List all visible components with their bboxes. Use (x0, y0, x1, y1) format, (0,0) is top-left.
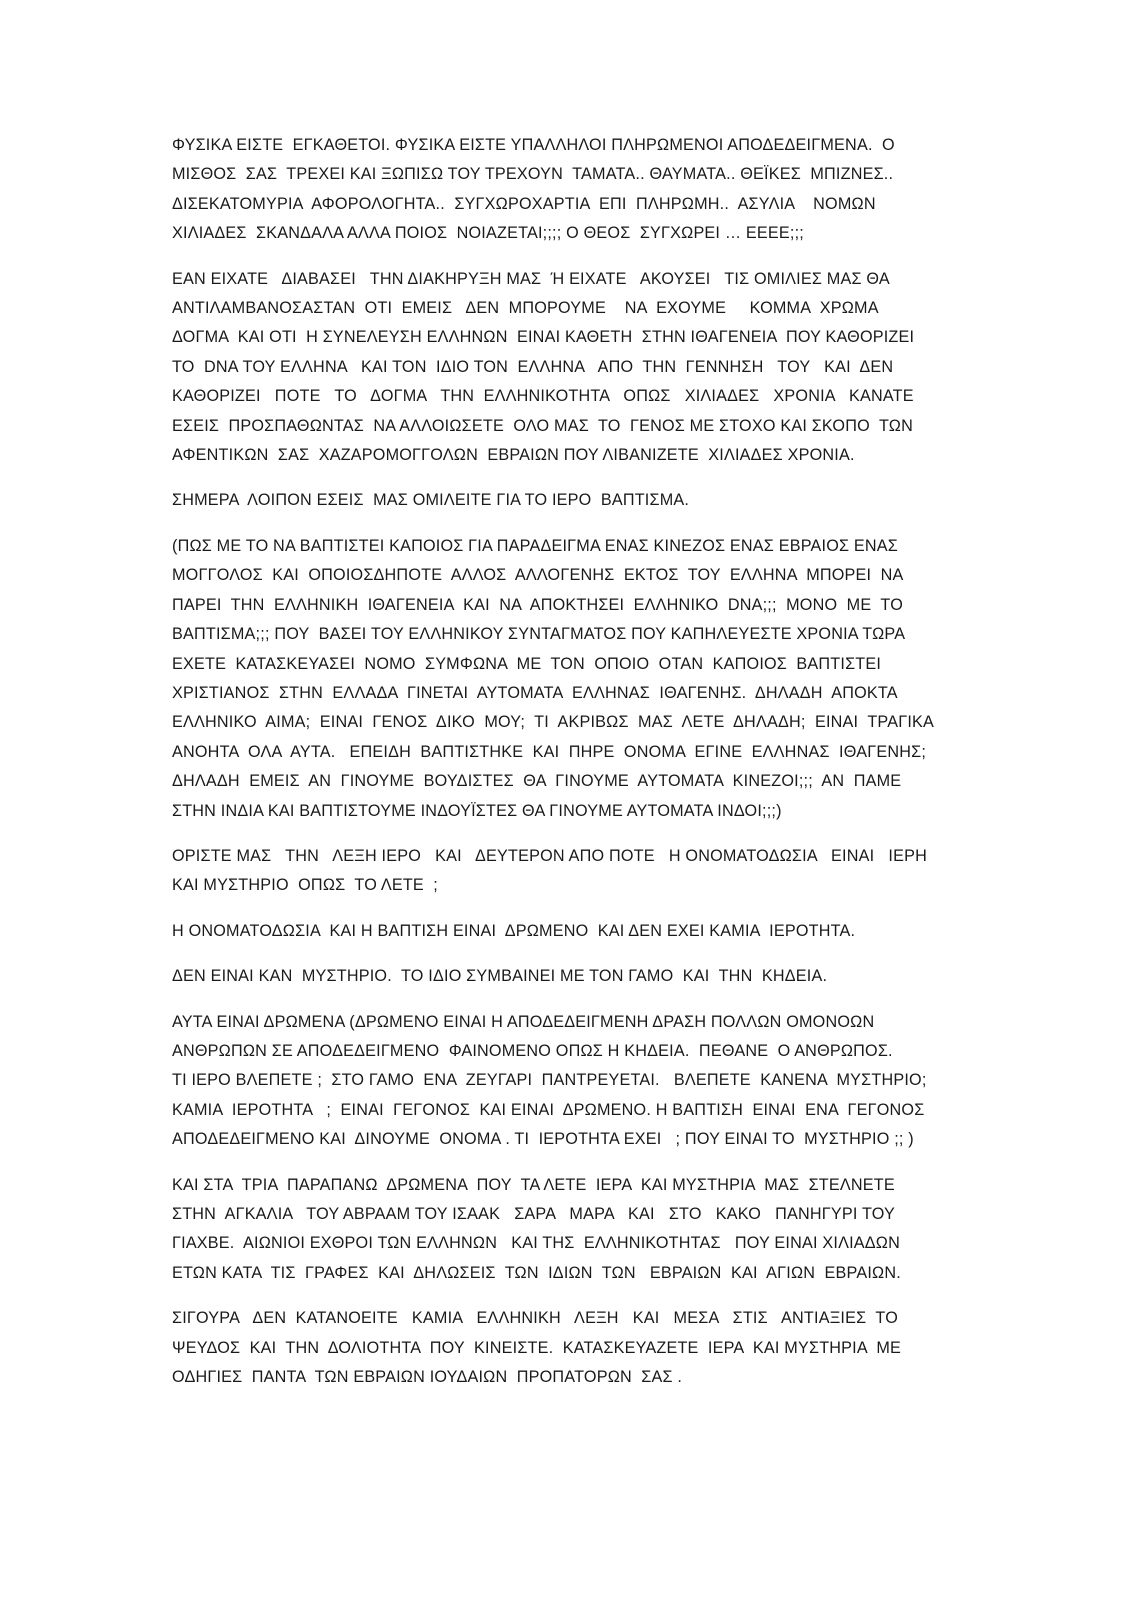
text-line: ΣΤΗΝ ΑΓΚΑΛΙΑ ΤΟΥ ΑΒΡΑΑΜ ΤΟΥ ΙΣΑΑΚ ΣΑΡΑ ΜΑΡΑ ΚΑΙ ΣΤΟ ΚΑΚΟ ΠΑΝΗΓΥΡΙ ΤΟΥ (172, 1205, 896, 1223)
text-line: ΤΙ ΙΕΡΟ ΒΛΕΠΕΤΕ ; ΣΤΟ ΓΑΜΟ ΕΝΑ ΖΕΥΓΑΡΙ ΠΑΝΤΡΕΥΕΤΑΙ. ΒΛΕΠΕΤΕ ΚΑΝΕΝΑ ΜΥΣΤΗΡΙΟ; (172, 1071, 927, 1090)
text-line: (ΠΩΣ ΜΕ ΤΟ ΝΑ ΒΑΠΤΙΣΤΕΙ ΚΑΠΟΙΟΣ ΓΙΑ ΠΑΡΑΔΕΙΓΜΑ ΕΝΑΣ ΚΙΝΕΖΟΣ ΕΝΑΣ ΕΒΡΑΙΟΣ ΕΝΑΣ (172, 536, 898, 555)
text-line: ΜΙΣΘΟΣ ΣΑΣ ΤΡΕΧΕΙ ΚΑΙ ΞΩΠΙΣΩ ΤΟΥ ΤΡΕΧΟΥΝ ΤΑΜΑΤΑ.. ΘΑΥΜΑΤΑ.. ΘΕΪΚΕΣ ΜΠΙΖΝΕΣ.. (172, 165, 894, 184)
text-line: ΑΝΤΙΛΑΜΒΑΝΟΣΑΣΤΑΝ ΟΤΙ ΕΜΕΙΣ ΔΕΝ ΜΠΟΡΟΥΜΕ ΝΑ ΕΧΟΥΜΕ ΚΟΜΜΑ ΧΡΩΜΑ (172, 299, 879, 318)
paragraph-7 (172, 962, 962, 991)
text-line: ΑΥΤΑ ΕΙΝΑΙ ΔΡΩΜΕΝΑ (ΔΡΩΜΕΝΟ ΕΙΝΑΙ Η ΑΠΟΔΕΔΕΙΓΜΕΝΗ ΔΡΑΣΗ ΠΟΛΛΩΝ ΟΜΟΝΟΩΝ (172, 1012, 875, 1031)
text-line: ΕΧΕΤΕ ΚΑΤΑΣΚΕΥΑΣΕΙ ΝΟΜΟ ΣΥΜΦΩΝΑ ΜΕ ΤΟΝ ΟΠΟΙΟ ΟΤΑΝ ΚΑΠΟΙΟΣ ΒΑΠΤΙΣΤΕΙ (172, 654, 882, 673)
text-line: ΟΔΗΓΙΕΣ ΠΑΝΤΑ ΤΩΝ ΕΒΡΑΙΩΝ ΙΟΥΔΑΙΩΝ ΠΡΟΠΑΤΟΡΩΝ ΣΑΣ . (172, 1368, 683, 1387)
text-line: Η ΟΝΟΜΑΤΟΔΩΣΙΑ ΚΑΙ Η ΒΑΠΤΙΣΗ ΕΙΝΑΙ ΔΡΩΜΕΝΟ ΚΑΙ ΔΕΝ ΕΧΕΙ ΚΑΜΙΑ ΙΕΡΟΤΗΤΑ. (172, 921, 856, 940)
text-line: ΕΛΛΗΝΙΚΟ ΑΙΜΑ; ΕΙΝΑΙ ΓΕΝΟΣ ΔΙΚΟ ΜΟΥ; ΤΙ ΑΚΡΙΒΩΣ ΜΑΣ ΛΕΤΕ ΔΗΛΑΔΗ; ΕΙΝΑΙ ΤΡΑΓΙΚΑ (172, 713, 935, 732)
text-line: ΨΕΥΔΟΣ ΚΑΙ ΤΗΝ ΔΟΛΙΟΤΗΤΑ ΠΟΥ ΚΙΝΕΙΣΤΕ. ΚΑΤΑΣΚΕΥΑΖΕΤΕ ΙΕΡΑ ΚΑΙ ΜΥΣΤΗΡΙΑ ΜΕ (172, 1338, 902, 1357)
text-line: ΧΙΛΙΑΔΕΣ ΣΚΑΝΔΑΛΑ ΑΛΛΑ ΠΟΙΟΣ ΝΟΙΑΖΕΤΑΙ;;;; Ο ΘΕΟΣ ΣΥΓΧΩΡΕΙ … ΕΕΕΕ;;; (172, 224, 804, 243)
paragraph-10 (172, 1304, 962, 1392)
paragraph-1 (172, 131, 962, 249)
paragraph-4 (172, 532, 962, 826)
paragraph-5 (172, 842, 962, 901)
text-line: ΑΝΟΗΤΑ ΟΛΑ ΑΥΤΑ. ΕΠΕΙΔΗ ΒΑΠΤΙΣΤΗΚΕ ΚΑΙ ΠΗΡΕ ΟΝΟΜΑ ΕΓΙΝΕ ΕΛΛΗΝΑΣ ΙΘΑΓΕΝΗΣ; (172, 742, 927, 761)
text-line: ΟΡΙΣΤΕ ΜΑΣ ΤΗΝ ΛΕΞΗ ΙΕΡΟ ΚΑΙ ΔΕΥΤΕΡΟΝ ΑΠΟ ΠΟΤΕ Η ΟΝΟΜΑΤΟΔΩΣΙΑ ΕΙΝΑΙ ΙΕΡΗ (172, 846, 927, 865)
text-line: ΜΟΓΓΟΛΟΣ ΚΑΙ ΟΠΟΙΟΣΔΗΠΟΤΕ ΑΛΛΟΣ ΑΛΛΟΓΕΝΗΣ ΕΚΤΟΣ ΤΟΥ ΕΛΛΗΝΑ ΜΠΟΡΕΙ ΝΑ (172, 566, 904, 585)
text-line: ΚΑΜΙΑ ΙΕΡΟΤΗΤΑ ; ΕΙΝΑΙ ΓΕΓΟΝΟΣ ΚΑΙ ΕΙΝΑΙ ΔΡΩΜΕΝΟ. Η ΒΑΠΤΙΣΗ ΕΙΝΑΙ ΕΝΑ ΓΕΓΟΝΟΣ (172, 1100, 925, 1119)
text-line: ΕΤΩΝ ΚΑΤΑ ΤΙΣ ΓΡΑΦΕΣ ΚΑΙ ΔΗΛΩΣΕΙΣ ΤΩΝ ΙΔΙΩΝ ΤΩΝ ΕΒΡΑΙΩΝ ΚΑΙ ΑΓΙΩΝ ΕΒΡΑΙΩΝ. (172, 1263, 901, 1282)
text-line: ΣΗΜΕΡΑ ΛΟΙΠΟΝ ΕΣΕΙΣ ΜΑΣ ΟΜΙΛΕΙΤΕ ΓΙΑ ΤΟ ΙΕΡΟ ΒΑΠΤΙΣΜΑ. (172, 491, 690, 510)
text-line: ΑΦΕΝΤΙΚΩΝ ΣΑΣ ΧΑΖΑΡΟΜΟΓΓΟΛΩΝ ΕΒΡΑΙΩΝ ΠΟΥ ΛΙΒΑΝΙΖΕΤΕ ΧΙΛΙΑΔΕΣ ΧΡΟΝΙΑ. (172, 446, 855, 465)
text-line: ΣΙΓΟΥΡΑ ΔΕΝ ΚΑΤΑΝΟΕΙΤΕ ΚΑΜΙΑ ΕΛΛΗΝΙΚΗ ΛΕΞΗ ΚΑΙ ΜΕΣΑ ΣΤΙΣ ΑΝΤΙΑΞΙΕΣ ΤΟ (172, 1309, 899, 1328)
paragraph-6 (172, 917, 962, 946)
paragraph-3 (172, 486, 962, 515)
text-line: ΔΙΣΕΚΑΤΟΜΥΡΙΑ ΑΦΟΡΟΛΟΓΗΤΑ.. ΣΥΓΧΩΡΟΧΑΡΤΙΑ ΕΠΙ ΠΛΗΡΩΜΗ.. ΑΣΥΛΙΑ ΝΟΜΩΝ (172, 194, 876, 213)
text-line: ΕΑΝ ΕΙΧΑΤΕ ΔΙΑΒΑΣΕΙ ΤΗΝ ΔΙΑΚΗΡΥΞΗ ΜΑΣ Ή ΕΙΧΑΤΕ ΑΚΟΥΣΕΙ ΤΙΣ ΟΜΙΛΙΕΣ ΜΑΣ ΘΑ (172, 269, 890, 288)
text-line: ΑΝΘΡΩΠΩΝ ΣΕ ΑΠΟΔΕΔΕΙΓΜΕΝΟ ΦΑΙΝΟΜΕΝΟ ΟΠΩΣ Η ΚΗΔΕΙΑ. ΠΕΘΑΝΕ Ο ΑΝΘΡΩΠΟΣ. (172, 1041, 893, 1060)
text-line: ΚΑΙ ΣΤΑ ΤΡΙΑ ΠΑΡΑΠΑΝΩ ΔΡΩΜΕΝΑ ΠΟΥ ΤΑ ΛΕΤΕ ΙΕΡΑ ΚΑΙ ΜΥΣΤΗΡΙΑ ΜΑΣ ΣΤΕΛΝΕΤΕ (172, 1175, 895, 1194)
text-line: ΔΗΛΑΔΗ ΕΜΕΙΣ ΑΝ ΓΙΝΟΥΜΕ ΒΟΥΔΙΣΤΕΣ ΘΑ ΓΙΝΟΥΜΕ ΑΥΤΟΜΑΤΑ ΚΙΝΕΖΟΙ;;; ΑΝ ΠΑΜΕ (172, 772, 902, 791)
text-line: ΕΣΕΙΣ ΠΡΟΣΠΑΘΩΝΤΑΣ ΝΑ ΑΛΛΟΙΩΣΕΤΕ ΟΛΟ ΜΑΣ ΤΟ ΓΕΝΟΣ ΜΕ ΣΤΟΧΟ ΚΑΙ ΣΚΟΠΟ ΤΩΝ (172, 416, 913, 435)
text-line: ΦΥΣΙΚΑ ΕΙΣΤΕ ΕΓΚΑΘΕΤΟΙ. ΦΥΣΙΚΑ ΕΙΣΤΕ ΥΠΑΛΛΗΛΟΙ ΠΛΗΡΩΜΕΝΟΙ ΑΠΟΔΕΔΕΙΓΜΕΝΑ. Ο (172, 136, 895, 154)
text-line: ΔΟΓΜΑ ΚΑΙ ΟΤΙ Η ΣΥΝΕΛΕΥΣΗ ΕΛΛΗΝΩΝ ΕΙΝΑΙ ΚΑΘΕΤΗ ΣΤΗΝ ΙΘΑΓΕΝΕΙΑ ΠΟΥ ΚΑΘΟΡΙΖΕΙ (172, 328, 915, 347)
document-body (172, 131, 962, 1392)
text-line: ΚΑΘΟΡΙΖΕΙ ΠΟΤΕ ΤΟ ΔΟΓΜΑ ΤΗΝ ΕΛΛΗΝΙΚΟΤΗΤΑ ΟΠΩΣ ΧΙΛΙΑΔΕΣ ΧΡΟΝΙΑ ΚΑΝΑΤΕ (172, 387, 914, 406)
text-line: ΣΤΗΝ ΙΝΔΙΑ ΚΑΙ ΒΑΠΤΙΣΤΟΥΜΕ ΙΝΔΟΥΪΣΤΕΣ ΘΑ ΓΙΝΟΥΜΕ ΑΥΤΟΜΑΤΑ ΙΝΔΟΙ;;;) (172, 801, 782, 820)
text-line: ΒΑΠΤΙΣΜΑ;;; ΠΟΥ ΒΑΣΕΙ ΤΟΥ ΕΛΛΗΝΙΚΟΥ ΣΥΝΤΑΓΜΑΤΟΣ ΠΟΥ ΚΑΠΗΛΕΥΕΣΤΕ ΧΡΟΝΙΑ ΤΩΡΑ (172, 625, 906, 644)
paragraph-8 (172, 1008, 962, 1155)
text-line: ΔΕΝ ΕΙΝΑΙ ΚΑΝ ΜΥΣΤΗΡΙΟ. ΤΟ ΙΔΙΟ ΣΥΜΒΑΙΝΕΙ ΜΕ ΤΟΝ ΓΑΜΟ ΚΑΙ ΤΗΝ ΚΗΔΕΙΑ. (172, 967, 828, 986)
text-line: ΧΡΙΣΤΙΑΝΟΣ ΣΤΗΝ ΕΛΛΑΔΑ ΓΙΝΕΤΑΙ ΑΥΤΟΜΑΤΑ ΕΛΛΗΝΑΣ ΙΘΑΓΕΝΗΣ. ΔΗΛΑΔΗ ΑΠΟΚΤΑ (172, 683, 898, 702)
text-line: ΓΙΑΧΒΕ. ΑΙΩΝΙΟΙ ΕΧΘΡΟΙ ΤΩΝ ΕΛΛΗΝΩΝ ΚΑΙ ΤΗΣ ΕΛΛΗΝΙΚΟΤΗΤΑΣ ΠΟΥ ΕΙΝΑΙ ΧΙΛΙΑΔΩΝ (172, 1234, 900, 1253)
paragraph-9 (172, 1171, 962, 1289)
text-line: ΑΠΟΔΕΔΕΙΓΜΕΝΟ ΚΑΙ ΔΙΝΟΥΜΕ ΟΝΟΜΑ . ΤΙ ΙΕΡΟΤΗΤΑ ΕΧΕΙ ; ΠΟΥ ΕΙΝΑΙ ΤΟ ΜΥΣΤΗΡΙΟ ;; ) (172, 1130, 914, 1149)
text-line: ΠΑΡΕΙ ΤΗΝ ΕΛΛΗΝΙΚΗ ΙΘΑΓΕΝΕΙΑ ΚΑΙ ΝΑ ΑΠΟΚΤΗΣΕΙ ΕΛΛΗΝΙΚΟ DNA;;; ΜΟΝΟ ΜΕ ΤΟ (172, 595, 904, 614)
text-line: ΚΑΙ ΜΥΣΤΗΡΙΟ ΟΠΩΣ ΤΟ ΛΕΤΕ ; (172, 876, 439, 895)
paragraph-2 (172, 265, 962, 471)
text-line: ΤΟ DNA ΤΟΥ ΕΛΛΗΝΑ ΚΑΙ ΤΟΝ ΙΔΙΟ ΤΟΝ ΕΛΛΗΝΑ ΑΠΟ ΤΗΝ ΓΕΝΝΗΣΗ ΤΟΥ ΚΑΙ ΔΕΝ (172, 357, 894, 376)
